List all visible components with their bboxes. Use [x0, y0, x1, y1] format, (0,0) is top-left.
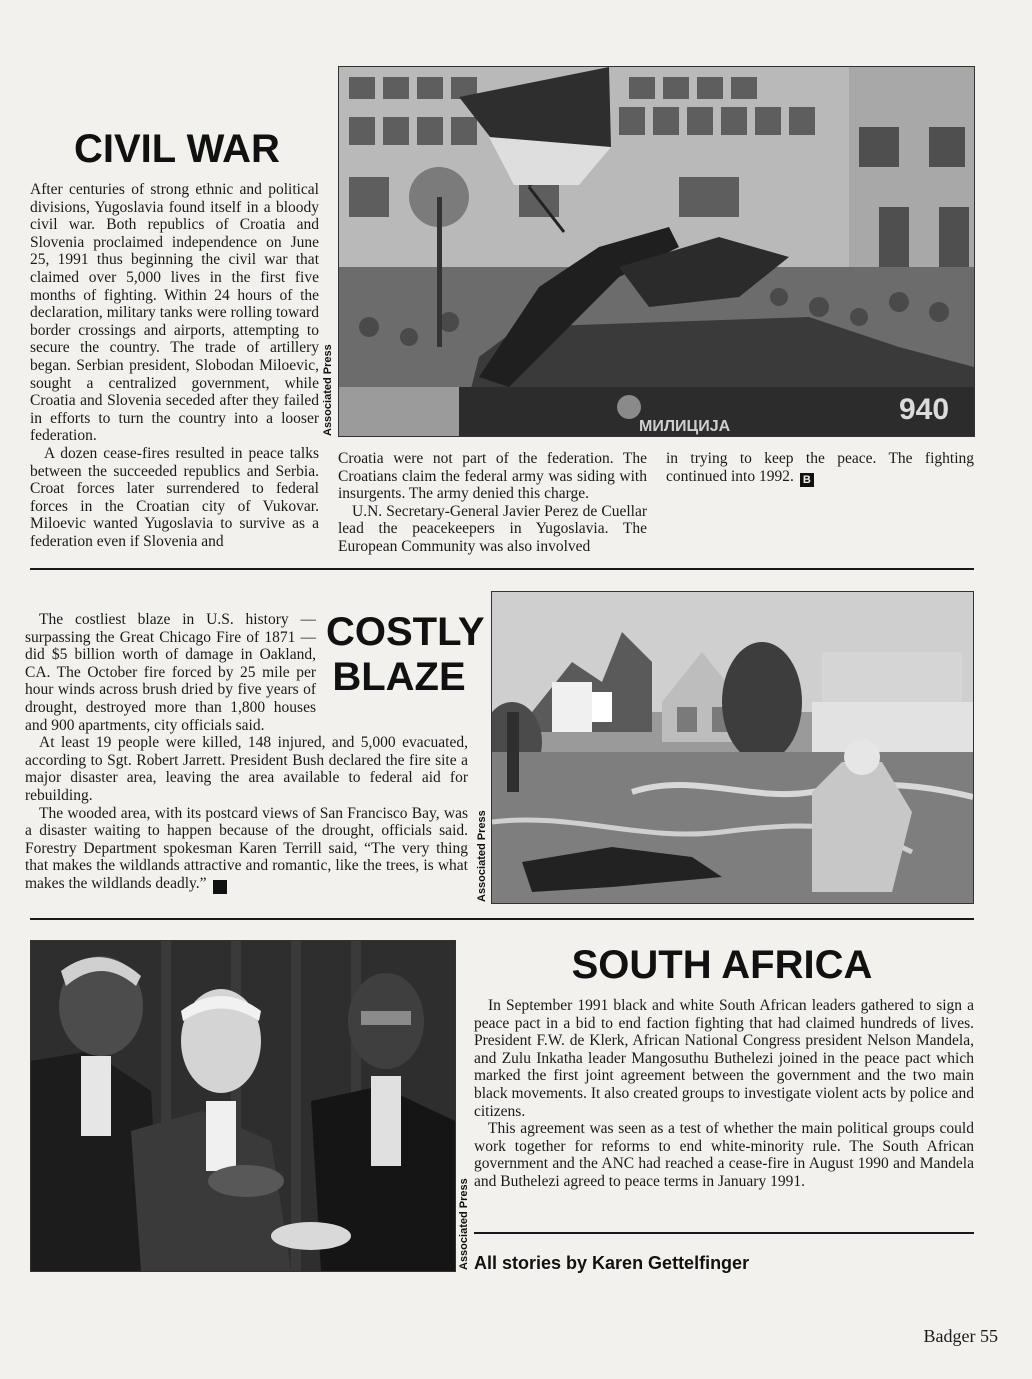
south-africa-headline: SOUTH AFRICA	[571, 943, 873, 987]
civil-war-paragraph: U.N. Secretary-General Javier Perez de Cuellar lead the peacekeepers in Yugoslavia. The European Community was also involved	[338, 502, 647, 555]
civil-war-column-3	[666, 450, 974, 487]
folio: Badger 55	[923, 1326, 998, 1346]
south-africa-text	[474, 997, 974, 1191]
south-africa-leaders-photo	[30, 940, 456, 1272]
blaze-paragraph: The wooded area, with its postcard views of San Francisco Bay, was a disaster waiting to happen because of the drought, officials said. Forestry Department spokesman Karen Terrill said, “The very thing that makes the wildlands attractive and romantic, like the trees, is what makes the wildlands deadly.”	[25, 804, 468, 892]
costly-blaze-photo-credit: Associated Press	[476, 810, 488, 902]
civil-war-column-2	[338, 450, 647, 556]
civil-war-paragraph: After centuries of strong ethnic and political divisions, Yugoslavia found itself in a bloody civil war. Both republics of Croatia and Slovenia proclaimed independence on June 25, 1991 thus beginning the civil war that claimed over 5,000 lives in the first five months of fighting. Within 24 hours of the declaration, military tanks were rolling toward border crossings and airports, attempting to secure the country. The trade of artillery began. Serbian president, Slobodan Miloevic, sought a centralized government, while Croatia and Slovenia seceded after they failed in efforts to turn the country into a looser federation.	[30, 181, 319, 445]
section-divider	[30, 918, 974, 920]
headline-spacer	[316, 611, 468, 699]
yugoslavia-tank-photo	[338, 66, 975, 437]
byline-rule	[474, 1232, 974, 1234]
civil-war-column-1	[30, 181, 319, 550]
tank-number: 940	[899, 393, 950, 426]
south-africa-paragraph: In September 1991 black and white South African leaders gathered to sign a peace pact in a bid to end faction fighting that had claimed hundreds of lives. President F.W. de Klerk, African National Congress president Nelson Mandela, and Zulu Inkatha leader Mangosuthu Buthelezi joined in the peace pact which marked the first joint agreement between the government and the two main black movements. It also created groups to investigate violent acts by police and citizens.	[474, 997, 974, 1120]
byline: All stories by Karen Gettelfinger	[474, 1253, 750, 1273]
costly-blaze-headline-line: COSTLY	[326, 610, 485, 654]
end-mark-b: B	[800, 473, 814, 487]
tank-marking: МИЛИЦИЈА	[639, 418, 731, 435]
blaze-paragraph: At least 19 people were killed, 148 injured, and 5,000 evacuated, according to Sgt. Robert Jarrett. President Bush declared the fire site a major disaster area, leaving the area available to federal aid for rebuilding.	[25, 734, 468, 804]
blaze-paragraph	[25, 611, 468, 734]
civil-war-paragraph: Croatia were not part of the federation. The Croatians claim the federal army was siding with insurgents. The army denied this charge.	[338, 450, 647, 503]
costly-blaze-headline-line: BLAZE	[332, 655, 466, 699]
blaze-paragraph-text: The costliest blaze in U.S. history — surpassing the Great Chicago Fire of 1871 — did $5 billion worth of damage in Oakland, CA. The October fire forced by 25 mile per hour winds across brush dried by five years of drought, destroyed more than 1,800 houses and 900 apartments, city officials said.	[25, 611, 316, 734]
costly-blaze-text	[25, 611, 468, 894]
civil-war-headline: CIVIL WAR	[74, 127, 280, 171]
section-divider	[30, 568, 974, 570]
end-mark-b: B	[213, 880, 227, 894]
south-africa-paragraph: This agreement was seen as a test of whether the main political groups could work together for reforms to end white-minority rule. The South African government and the ANC had reached a cease-fire in August 1990 and Mandela and Buthelezi agreed to peace terms in January 1991.	[474, 1120, 974, 1190]
oakland-fire-photo	[491, 591, 974, 904]
civil-war-photo-credit: Associated Press	[322, 344, 334, 436]
civil-war-paragraph: A dozen cease-fires resulted in peace talks between the succeeded republics and Serbia. Croat forces later surrendered to federal forces in the Croatian city of Vukovar. Miloevic wanted Yugoslavia to survive as a federation even if Slovenia and	[30, 444, 319, 550]
civil-war-paragraph: in trying to keep the peace. The fighting continued into 1992.	[666, 450, 974, 485]
south-africa-photo-credit: Associated Press	[458, 1178, 470, 1270]
